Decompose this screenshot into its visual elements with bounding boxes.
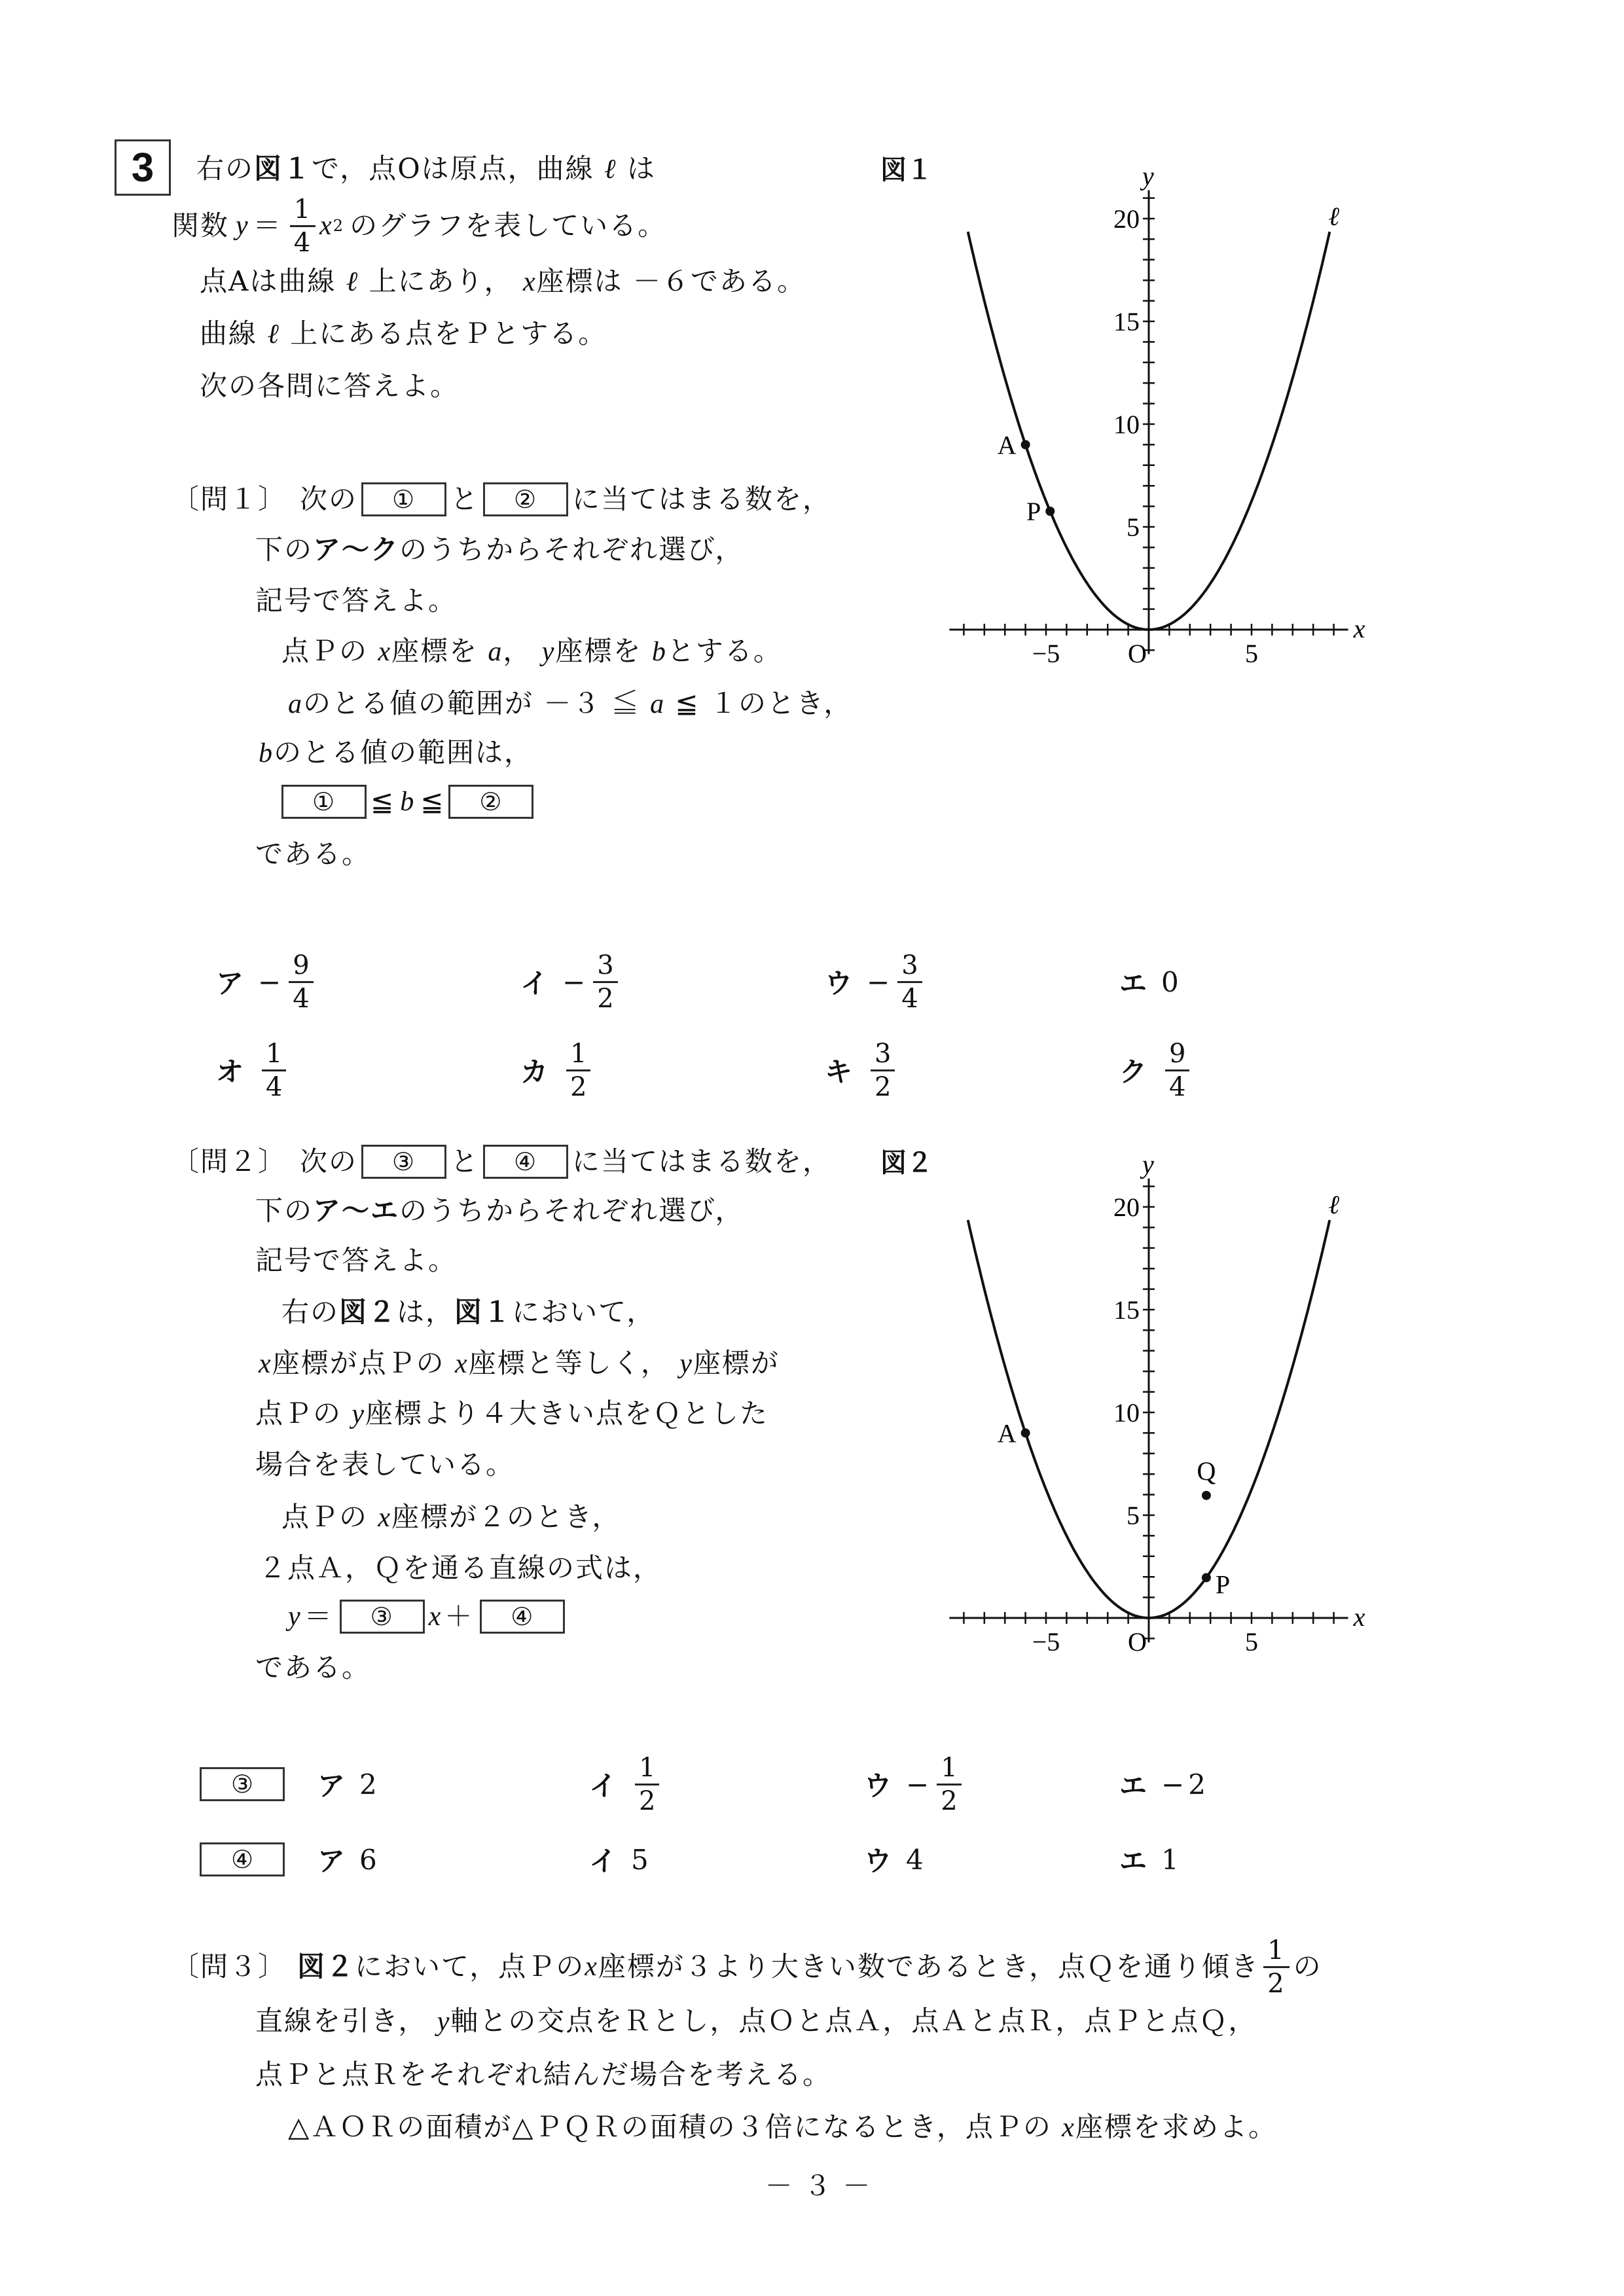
figure-ref: 図２: [297, 1950, 355, 1982]
q3-line-1: [171, 1931, 1322, 2003]
text: 点Ｐの: [255, 1397, 342, 1429]
denominator: 2: [566, 1069, 590, 1100]
answer-blank-2: ②: [483, 482, 568, 516]
figure-2-graph: [903, 1132, 1388, 1682]
q2-line-11: [255, 1648, 370, 1687]
figure-2-title: 図２: [880, 1148, 933, 1178]
numerator: 1: [1267, 1935, 1286, 1965]
denominator: 2: [593, 981, 617, 1012]
text: 下の: [255, 1194, 314, 1227]
y-tick-label: 5: [1127, 512, 1140, 542]
var-x: x: [585, 1952, 598, 1982]
question-label: 〔問３〕: [171, 1950, 287, 1982]
q2-choices-3-label: [200, 1767, 285, 1801]
numerator: 1: [639, 1752, 656, 1783]
text: である。: [255, 838, 371, 870]
choice-fraction: [289, 952, 313, 1012]
choice-range: ア～ク: [313, 533, 400, 565]
answer-blank-3: ③: [200, 1767, 285, 1801]
q2-choice-4: [317, 1820, 377, 1899]
q1-choice: [520, 942, 622, 1021]
q2-line-7: [255, 1445, 514, 1484]
choice-fraction: [1165, 1038, 1189, 1102]
x-axis-label: x: [1353, 614, 1365, 643]
text: 点Ｐの: [281, 635, 369, 667]
q2-choice-4: [1119, 1820, 1179, 1899]
q2-choice-3: [864, 1745, 965, 1823]
x-tick-label: −5: [1032, 1627, 1060, 1657]
plus: ＋: [444, 1600, 474, 1632]
intro-line-4: [200, 314, 607, 354]
numerator: 3: [901, 950, 918, 980]
point-label-q: Q: [1197, 1456, 1216, 1486]
text: のうちからそれぞれ選び，: [399, 533, 744, 565]
choice-letter: ウ: [864, 1770, 892, 1802]
x-tick-label: 5: [1245, 1627, 1258, 1657]
choice-value: 6: [359, 1843, 377, 1876]
intro-line-3: [200, 262, 806, 302]
var-b: b: [259, 738, 274, 768]
curve-label: ℓ: [1328, 202, 1339, 232]
answer-blank-4: ④: [480, 1600, 565, 1634]
text: と: [450, 1145, 480, 1177]
var-x: x: [259, 1349, 272, 1379]
y-axis-label: y: [1142, 161, 1154, 191]
equals: ＝: [304, 1600, 333, 1632]
var-x: x: [1062, 2113, 1075, 2143]
text: は: [626, 152, 656, 185]
text: 次の各問に答えよ。: [200, 370, 460, 402]
fraction-one-quarter: [290, 196, 316, 256]
choice-sign: −: [867, 965, 890, 998]
equals: ＝: [253, 209, 282, 242]
text: 直線を引き，: [255, 2005, 427, 2037]
text: 座標が２のとき，: [391, 1501, 621, 1533]
point-p: [1045, 507, 1055, 516]
q2-line-3: [255, 1241, 457, 1280]
text: に当てはまる数を，: [572, 483, 832, 515]
numerator: 1: [293, 194, 312, 224]
answer-blank-3: ③: [361, 1145, 446, 1179]
text: ２点Ａ，Ｑを通る直線の式は，: [259, 1552, 662, 1584]
text: 関数: [171, 209, 230, 242]
choice-fraction: [262, 1038, 286, 1102]
text: のグラフを表している。: [350, 209, 667, 242]
choice-letter: オ: [216, 1056, 244, 1088]
text: 点Aは曲線: [200, 265, 336, 297]
y-tick-label: 20: [1113, 1193, 1140, 1222]
q2-choice-4: [589, 1820, 649, 1899]
text: 点Ｐと点Ｒをそれぞれ結んだ場合を考える。: [255, 2058, 832, 2090]
var-x: x: [319, 211, 333, 241]
denominator: 2: [871, 1069, 895, 1100]
point-a: [1021, 440, 1030, 449]
text: 右の: [281, 1296, 340, 1328]
denominator: 4: [897, 981, 922, 1012]
answer-blank-2: ②: [448, 785, 533, 819]
text: において，点Ｐの: [355, 1950, 585, 1982]
var-a: a: [288, 689, 303, 719]
answer-blank-4: ④: [483, 1145, 568, 1179]
le-sign: ≦: [420, 785, 445, 817]
text: 場合を表している。: [255, 1448, 515, 1480]
denominator: 4: [1165, 1069, 1189, 1100]
denominator: 4: [262, 1069, 286, 1100]
q1-choice: [216, 1031, 290, 1109]
point-p: [1202, 1573, 1211, 1582]
denominator: 4: [290, 225, 316, 256]
text: は，: [397, 1296, 455, 1328]
text: である。: [255, 1651, 371, 1683]
q3-line-3: [255, 2055, 831, 2094]
q1-choice: [1119, 1031, 1193, 1109]
choice-fraction: [593, 952, 617, 1012]
text: 軸との交点をＲとし，点Ｏと点Ａ，点Ａと点Ｒ，点Ｐと点Ｑ，: [450, 2005, 1257, 2037]
q1-choice: [825, 942, 926, 1021]
q2-line-9: [259, 1549, 662, 1588]
choice-value: 4: [906, 1843, 924, 1876]
page-number: － ３ －: [765, 2170, 872, 2202]
denominator: 2: [635, 1784, 659, 1814]
le-sign: ≦: [370, 785, 395, 817]
intro-line-5: [200, 367, 459, 406]
point-q: [1202, 1491, 1211, 1500]
choice-fraction: [897, 952, 922, 1012]
q1-line-1: [171, 480, 831, 519]
q1-choice: [216, 942, 317, 1021]
var-y: y: [679, 1349, 693, 1379]
figure-1-title: 図１: [880, 155, 933, 185]
var-y: y: [288, 1602, 302, 1632]
var-a: a: [650, 689, 666, 719]
choice-letter: カ: [520, 1056, 549, 1088]
q1-choice: [1119, 942, 1179, 1021]
choice-letter: イ: [520, 967, 549, 999]
var-b: b: [651, 637, 667, 667]
choice-sign: −: [562, 965, 586, 998]
choice-letter: ウ: [825, 967, 853, 999]
numerator: 1: [941, 1752, 958, 1783]
answer-blank-3: ③: [340, 1600, 425, 1634]
text: 座標を: [391, 635, 478, 667]
q2-choice-3: [589, 1745, 663, 1823]
question-label: 〔問２〕: [171, 1145, 287, 1177]
text: 次の: [300, 1145, 358, 1177]
var-x: x: [522, 267, 537, 297]
choice-fraction: [635, 1752, 659, 1816]
text: と: [450, 483, 480, 515]
origin-label: O: [1128, 639, 1147, 668]
denominator: 2: [937, 1784, 961, 1814]
point-label-p: P: [1215, 1570, 1231, 1600]
q1-line-4: [281, 632, 782, 672]
var-y: y: [352, 1399, 366, 1429]
choice-letter: イ: [589, 1845, 617, 1877]
q1-choice: [520, 1031, 594, 1109]
choice-letter: ア: [317, 1770, 346, 1802]
text: 下の: [255, 533, 314, 565]
curve-symbol: ℓ: [267, 319, 280, 350]
q1-line-2: [255, 530, 744, 569]
var-x: x: [428, 1602, 442, 1632]
y-tick-label: 15: [1113, 307, 1140, 336]
var-y: y: [437, 2007, 451, 2037]
choice-value: 5: [631, 1843, 649, 1876]
question-label: 〔問１〕: [171, 483, 287, 515]
text: の: [1293, 1950, 1322, 1982]
y-tick-label: 10: [1113, 1398, 1140, 1427]
curve-label: ℓ: [1328, 1190, 1339, 1220]
choice-range: ア～エ: [313, 1194, 400, 1227]
choice-fraction: [937, 1752, 961, 1816]
numerator: 3: [875, 1038, 892, 1069]
choice-sign: −: [258, 965, 281, 998]
choice-letter: ア: [216, 967, 244, 999]
q1-line-8: [255, 834, 370, 874]
choice-letter: ウ: [864, 1845, 892, 1877]
exponent: 2: [333, 217, 345, 235]
intro-line-1: [196, 149, 656, 189]
point-label-a: A: [997, 1418, 1017, 1448]
choice-letter: イ: [589, 1770, 617, 1802]
q1-choice: [825, 1031, 899, 1109]
choice-letter: エ: [1119, 1845, 1147, 1877]
y-tick-label: 20: [1113, 204, 1140, 234]
y-tick-label: 10: [1113, 410, 1140, 439]
q2-line-2: [255, 1191, 744, 1230]
figure-ref: 図１: [454, 1296, 513, 1328]
numerator: 9: [293, 950, 310, 980]
text: 座標が点Ｐの: [272, 1347, 445, 1379]
text: ≦ １のとき，: [675, 687, 853, 719]
text: 座標が: [693, 1347, 780, 1379]
point-label-p: P: [1026, 497, 1041, 527]
text: 座標と等しく，: [468, 1347, 670, 1379]
choice-letter: ア: [317, 1845, 346, 1877]
problem-number: 3: [131, 145, 154, 190]
choice-letter: ク: [1119, 1056, 1147, 1088]
text: 次の: [300, 483, 358, 515]
var-x: x: [378, 1503, 392, 1533]
q2-line-6: [255, 1394, 768, 1434]
figure-ref: 図２: [339, 1296, 397, 1328]
text: 上にあり，: [369, 265, 513, 297]
q3-line-2: [255, 2001, 1257, 2041]
text: ，: [503, 635, 532, 667]
q3-line-4: [288, 2108, 1277, 2147]
var-b: b: [400, 787, 416, 817]
choice-sign: −: [1161, 1768, 1185, 1801]
x-axis-label: x: [1353, 1602, 1365, 1632]
problem-number-box: [115, 139, 171, 196]
text: 曲線: [200, 317, 258, 350]
curve-symbol: ℓ: [346, 267, 359, 297]
q2-choice-3: [1119, 1745, 1206, 1823]
choice-letter: エ: [1119, 1770, 1147, 1802]
text: 上にある点をＰとする。: [290, 317, 607, 350]
text: 点Ｐの: [281, 1501, 369, 1533]
var-y: y: [541, 637, 556, 667]
x-tick-label: −5: [1032, 639, 1060, 668]
q2-line-10: [288, 1597, 569, 1636]
curve-symbol: ℓ: [604, 154, 617, 185]
numerator: 3: [597, 950, 614, 980]
choice-value: 0: [1161, 965, 1179, 998]
numerator: 1: [570, 1038, 587, 1069]
text: △ＡＯＲの面積が△ＰＱＲの面積の３倍になるとき，点Ｐの: [288, 2111, 1052, 2143]
numerator: 9: [1169, 1038, 1186, 1069]
text: 座標は －６である。: [536, 265, 806, 297]
x-tick-label: 5: [1245, 639, 1258, 668]
q1-line-6: [259, 733, 533, 773]
text: 座標が３より大きい数であるとき，点Ｑを通り傾き: [598, 1950, 1260, 1982]
choice-value: 1: [1161, 1843, 1179, 1876]
answer-blank-1: ①: [281, 785, 367, 819]
choice-fraction: [566, 1038, 590, 1102]
figure-1-graph: [903, 144, 1388, 694]
denominator: 4: [289, 981, 313, 1012]
text: 右の: [196, 152, 255, 185]
q1-line-3: [255, 581, 457, 620]
q2-line-8: [281, 1498, 621, 1537]
q2-choice-3: [317, 1745, 377, 1823]
choice-fraction: [871, 1038, 895, 1102]
y-axis-label: y: [1142, 1149, 1154, 1179]
y-tick-label: 15: [1113, 1295, 1140, 1325]
denominator: 2: [1263, 1966, 1289, 1997]
choice-value: 2: [1188, 1768, 1206, 1801]
text: で，点Oは原点，曲線: [312, 152, 594, 185]
var-x: x: [378, 637, 392, 667]
choice-letter: エ: [1119, 967, 1147, 999]
var-y: y: [236, 211, 249, 241]
var-a: a: [488, 637, 503, 667]
choice-value: 2: [359, 1768, 377, 1801]
q2-line-5: [259, 1344, 780, 1384]
text: のとる値の範囲は，: [274, 736, 533, 768]
answer-blank-4: ④: [200, 1842, 285, 1876]
origin-label: O: [1128, 1627, 1147, 1657]
q1-line-7: [281, 782, 537, 821]
text: のうちからそれぞれ選び，: [399, 1194, 744, 1227]
figure-ref: 図１: [254, 152, 312, 185]
text: において，: [512, 1296, 656, 1328]
text: のとる値の範囲が －３ ≦: [303, 687, 640, 719]
numerator: 1: [266, 1038, 283, 1069]
choice-letter: キ: [825, 1056, 853, 1088]
q1-line-5: [288, 684, 852, 724]
fraction-one-half: [1263, 1937, 1289, 1997]
point-a: [1021, 1428, 1030, 1437]
var-x: x: [455, 1349, 469, 1379]
q2-choices-4-label: [200, 1842, 285, 1876]
point-label-a: A: [997, 430, 1017, 460]
q2-line-1: [171, 1142, 831, 1181]
text: 座標より４大きい点をＱとした: [365, 1397, 769, 1429]
q2-choice-4: [864, 1820, 924, 1899]
intro-line-2: [171, 194, 667, 258]
text: 記号で答えよ。: [255, 1244, 458, 1276]
text: 記号で答えよ。: [255, 584, 458, 617]
choice-sign: −: [906, 1768, 929, 1801]
text: とする。: [666, 635, 782, 667]
q2-line-4: [281, 1293, 655, 1332]
y-tick-label: 5: [1127, 1501, 1140, 1530]
text: 座標を求めよ。: [1075, 2111, 1277, 2143]
answer-blank-1: ①: [361, 482, 446, 516]
text: 座標を: [555, 635, 642, 667]
text: に当てはまる数を，: [572, 1145, 832, 1177]
